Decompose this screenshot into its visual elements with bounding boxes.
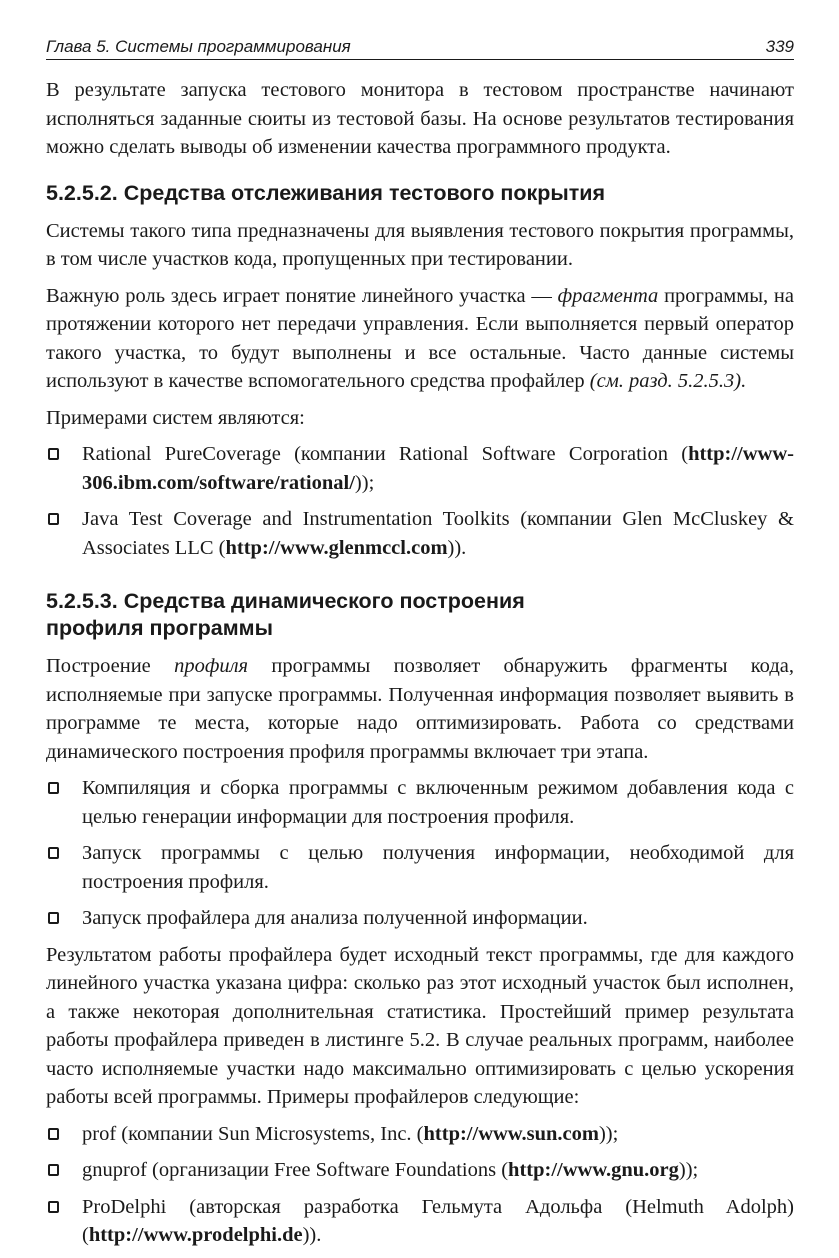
list-item-text: Запуск профайлера для анализа полученной информации. — [82, 907, 588, 929]
list-item — [46, 1193, 794, 1250]
checkbox-bullet-icon — [48, 1128, 59, 1140]
profiling-paragraph-2: Результатом работы профайлера будет исходный текст программы, где для каждого линейного участка указана цифра: сколько раз этот исходный участок был исполнен, а также некоторая дополнительная статистика. Простейший пример результата работы профайлера приведен в листинге 5.2. В случае реальных программ, наиболее часто исполняемые участки надо максимально оптимизировать с целью ускорения работы всей программы. Примеры профайлеров следующие: — [46, 943, 794, 1108]
text-run: Построение — [46, 655, 175, 677]
list-item-text: ProDelphi (авторская разработка Гельмута Адольфа (Helmuth Adolph) ( — [82, 1195, 794, 1246]
list-item-tail: )); — [598, 1122, 619, 1145]
checkbox-bullet-icon — [48, 912, 59, 924]
list-item-text: Java Test Coverage and Instrumentation Toolkits (компании Glen McCluskey & Associates LLC ( — [82, 508, 794, 559]
list-item-text: Компиляция и сборка программы с включенным режимом добавления кода с целью генерации информации для построения профиля. — [82, 777, 794, 828]
profiling-steps-list — [46, 774, 794, 933]
url-link[interactable]: http://www.gnu.org — [508, 1159, 679, 1181]
section-heading-coverage: 5.2.5.2. Средства отслеживания тестового покрытия — [46, 180, 605, 205]
emphasis-term: фрагмента — [557, 284, 659, 307]
coverage-paragraph-1: Системы такого типа предназначены для выявления тестового покрытия программы, в том числе участков кода, пропущенных при тестировании. — [46, 219, 794, 270]
checkbox-bullet-icon — [48, 448, 59, 460]
checkbox-bullet-icon — [48, 513, 59, 525]
chapter-title: Глава 5. Системы программирования — [46, 37, 351, 56]
text-run: программы позволяет обнаружить фрагменты кода, исполняемые при запуске программы. Полученная информация позволяет выявить в программе те места, которые надо оптимизировать. Работа со средствами динамического построения профиля программы включает три этапа. — [46, 655, 794, 763]
list-item-tail: )); — [354, 471, 375, 494]
list-item-text: prof (компании Sun Microsystems, Inc. ( — [82, 1122, 424, 1145]
url-link[interactable]: http://www.sun.com — [423, 1122, 599, 1145]
list-item-tail: )). — [302, 1224, 322, 1246]
list-item-tail: )); — [678, 1159, 699, 1181]
intro-paragraph: В результате запуска тестового монитора в тестовом пространстве начинают исполняться заданные сюиты из тестовой базы. На основе результатов тестирования можно сделать выводы об изменении качества программного продукта. — [46, 79, 794, 158]
heading-line: профиля программы — [46, 616, 273, 640]
url-link[interactable]: http://www-306.ibm.com/software/rational/ — [82, 443, 794, 494]
profilers-list — [46, 1120, 794, 1250]
list-item-tail: )). — [447, 536, 467, 559]
list-item — [46, 1156, 794, 1185]
list-item — [46, 774, 794, 831]
list-item-text: Rational PureCoverage (компании Rational Software Corporation ( — [82, 443, 689, 465]
text-run: Важную роль здесь играет понятие линейного участка — — [46, 284, 558, 307]
heading-line: 5.2.5.3. Средства динамического построения — [46, 589, 525, 613]
checkbox-bullet-icon — [48, 1164, 59, 1176]
coverage-paragraph-3: Примерами систем являются: — [46, 406, 305, 429]
checkbox-bullet-icon — [48, 782, 59, 794]
book-page — [46, 36, 794, 1258]
coverage-tools-list — [46, 440, 794, 562]
text-run: программы, на протяжении которого нет передачи управления. Если выполняется первый оператор такого участка, то будут выполнены и все остальные. Часто данные системы используют в качестве вспомогательного средства профайлер — [46, 284, 794, 392]
list-item — [46, 440, 794, 497]
page-number: 339 — [765, 37, 794, 56]
coverage-paragraph-2 — [46, 282, 794, 396]
checkbox-bullet-icon — [48, 1201, 59, 1213]
cross-reference: (см. разд. 5.2.5.3). — [589, 370, 747, 392]
list-item-text: Запуск программы с целью получения информации, необходимой для построения профиля. — [82, 842, 794, 893]
list-item — [46, 839, 794, 896]
list-item — [46, 505, 794, 562]
emphasis-term: профиля — [174, 655, 249, 677]
list-item-text: gnuprof (организации Free Software Foundations ( — [82, 1159, 509, 1181]
url-link[interactable]: http://www.prodelphi.de — [88, 1224, 303, 1246]
list-item — [46, 1120, 794, 1149]
section-heading-profiling — [46, 588, 794, 642]
url-link[interactable]: http://www.glenmccl.com — [225, 536, 448, 559]
running-header — [46, 36, 794, 60]
checkbox-bullet-icon — [48, 847, 59, 859]
list-item — [46, 904, 794, 933]
profiling-paragraph-1 — [46, 652, 794, 766]
